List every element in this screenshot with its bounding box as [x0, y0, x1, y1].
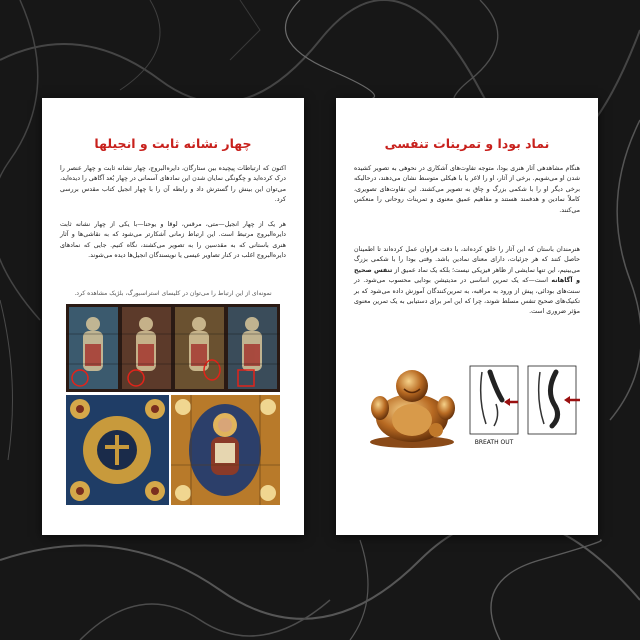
bold-highlight: تنفس صحیح و آگاهانه — [354, 266, 580, 285]
breath-in-diagram — [528, 366, 580, 434]
left-caption: نمونه‌ای از این ارتباط را می‌توان در کلیسای استراسبورگ، بلژیک مشاهده کرد. — [74, 290, 272, 297]
christ-in-majesty-mosaic — [171, 395, 280, 505]
breath-out-diagram — [470, 366, 518, 446]
left-paragraph-1: اکنون که ارتباطات پیچیده بین ستارگان، دایره‌البروج، چهار نشانه ثابت و چهار عنصر را درک کرده‌اید و چگونگی نمایان شدن این نمادهای آسمانی در چهار بُعد آگاهی را دیده‌اید، می‌توان این بینش را گسترش داد و رابطه آن را با چهار انجیل کتاب مقدس بررسی کرد. — [60, 165, 286, 204]
right-paragraph-1: هنگام مشاهدهی آثار هنری بودا، متوجه تفاوت‌های آشکاری در نحوهی به تصویر کشیده شدن او می‌شویم. برخی از آثار، او را لاغر یا با هیکلی متوسط نشان می‌دهند، درحالیکه برخی دیگر او را با شکمی بزرگ و چاق به تصویر می‌کشند. این تفاوت‌های تصویری، کاملاً نمادین و هدفمند هستند و مفاهیم عمیق معنوی و تمرینات روحانی را منعکس می‌کنند. — [354, 165, 580, 214]
right-page — [336, 98, 598, 535]
right-page-title: نماد بودا و تمرینات تنفسی — [384, 136, 550, 151]
laughing-buddha-statue — [366, 364, 458, 448]
left-paragraph-2: هر یک از چهار انجیل—متی، مرقس، لوقا و یوحنا—با یکی از چهار نشانه ثابت دایره‌البروج مرتبط است. این ارتباط زمانی آشکارتر می‌شود که به نقاشی‌ها و آثار هنری باستانی که به مقدسین را به تصویر می‌کشند، نگاه کنیم. جایی که نمادهای دایره‌البروج اغلب در کنار تصاویر عیسی یا نویسندگان انجیل‌ها دیده می‌شوند. — [60, 221, 286, 260]
breath-out-label: BREATH OUT — [474, 439, 514, 446]
breath-diagrams — [466, 360, 580, 452]
stained-glass-saints — [66, 304, 280, 392]
left-page-title: چهار نشانه ثابت و انجیلها — [94, 136, 252, 151]
right-paragraph-2: هنرمندان باستان که این آثار را خلق کرده‌اند، با دقت فراوان عمل کرده‌اند تا اطمینان حاصل کنند که هر جزئیات، دارای معنای نمادین باشد. وقتی بودا را با شکمی بزرگ می‌بینیم، این تنها نمایشی از ظاهر فیزیکی نیست؛ بلکه یک نماد عمیق از تنفس صحیح و آگاهانه است—که یک تمرین اساسی در مدیتیشن بودایی محسوب می‌شود. در سنت‌های بودائی، پیش از ورود به مراقبه، به تمرین‌کنندگان آموزش داده می‌شود که بر تکنیک‌های صحیح تنفس مسلط شوند، چرا که این امر برای دستیابی به یک تمرین معنوی مؤثر ضروری است. — [354, 246, 581, 316]
left-page — [42, 98, 304, 535]
evangelist-symbols-enamel — [66, 395, 169, 505]
